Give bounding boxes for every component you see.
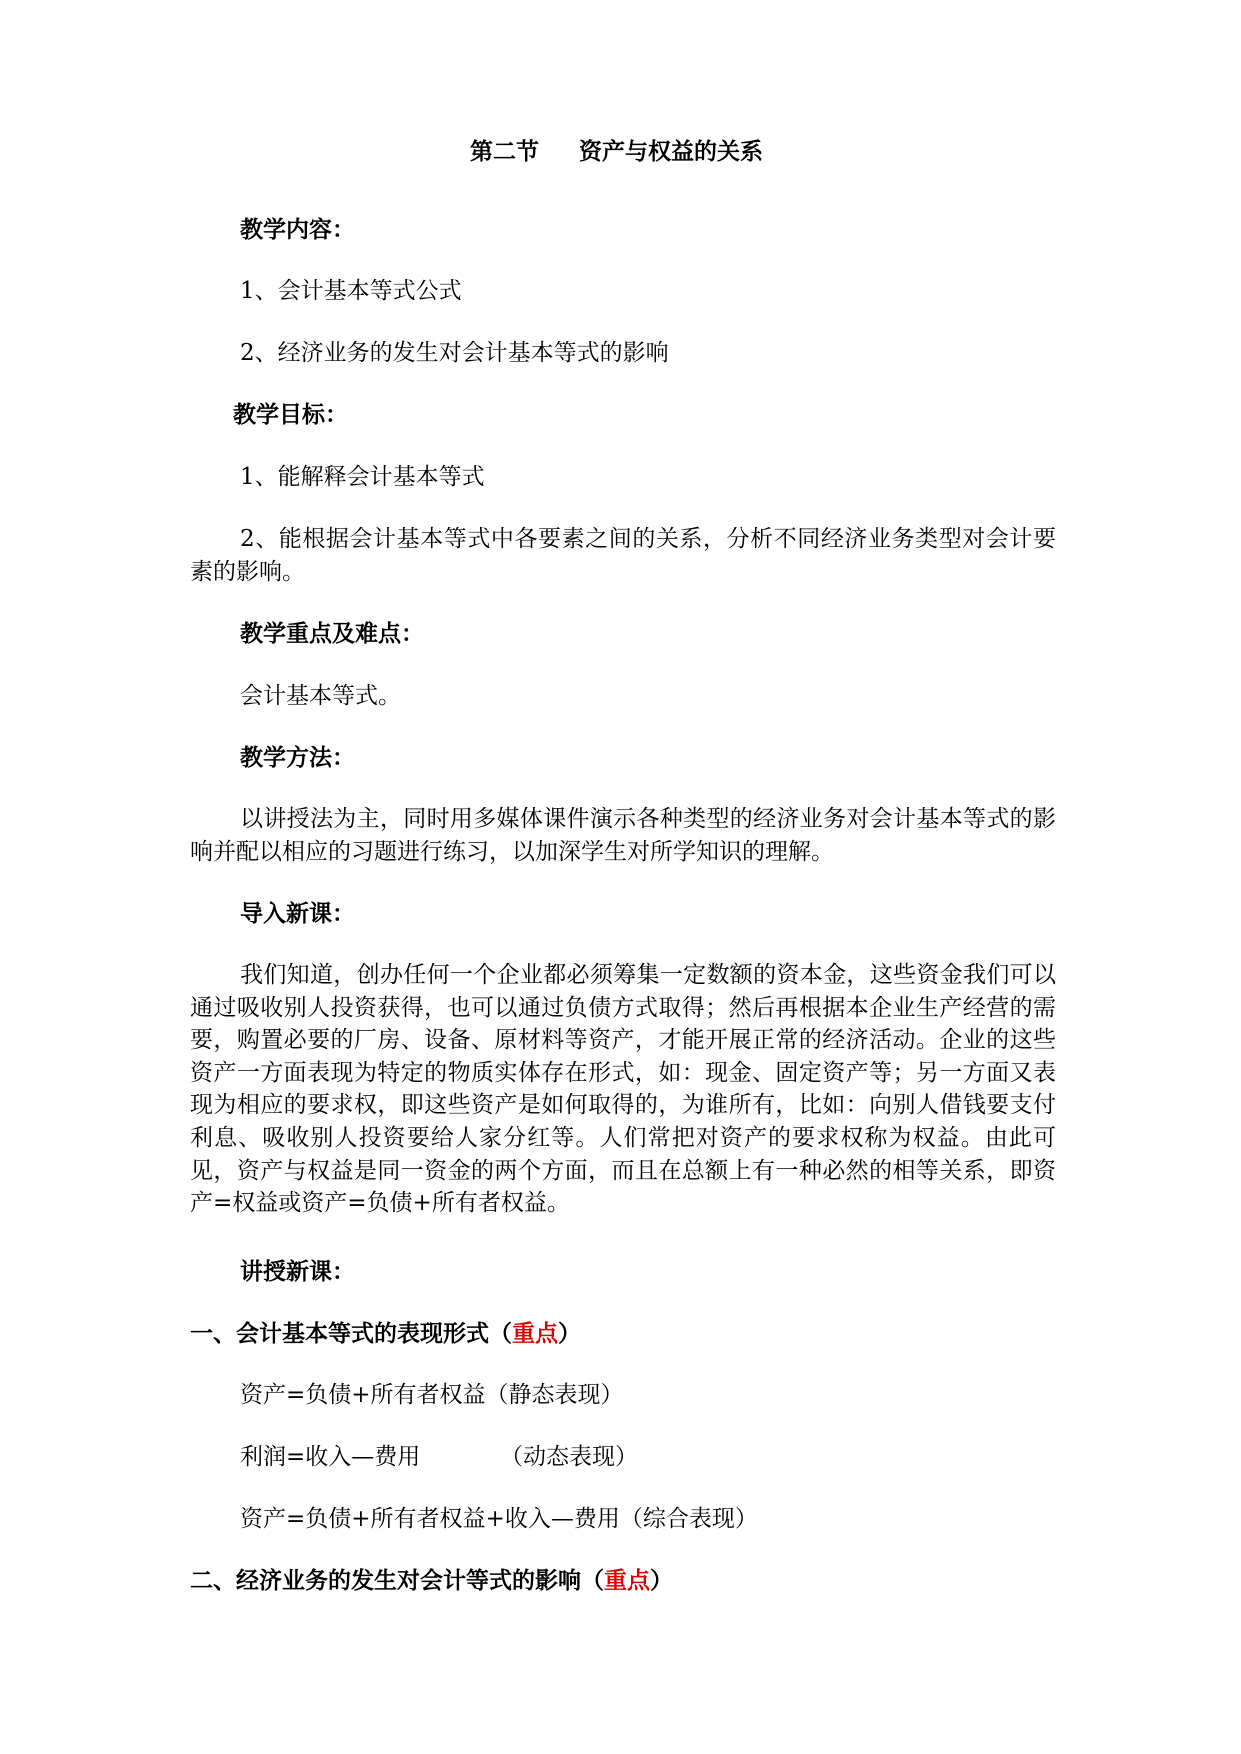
method-heading: 教学方法： bbox=[240, 744, 355, 771]
formula-static bbox=[240, 1379, 624, 1411]
section-heading bbox=[190, 1318, 581, 1350]
formula-expr: 资产=负债+所有者权益+收入—费用 bbox=[240, 1506, 620, 1532]
formula-comprehensive bbox=[240, 1503, 758, 1535]
section-heading-text: 二、经济业务的发生对会计等式的影响（ bbox=[190, 1567, 604, 1594]
content-item: 2、经济业务的发生对会计基本等式的影响 bbox=[240, 340, 669, 366]
key-heading: 教学重点及难点： bbox=[240, 620, 424, 647]
section-heading-close: ） bbox=[558, 1320, 581, 1347]
emphasis-label: 重点 bbox=[512, 1320, 558, 1347]
goals-heading: 教学目标： bbox=[233, 401, 348, 428]
formula-note: （静态表现） bbox=[485, 1382, 624, 1408]
intro-text: 我们知道，创办任何一个企业都必须筹集一定数额的资本金，这些资金我们可以通过吸收别人投资获得，也可以通过负债方式取得；然后再根据本企业生产经营的需要，购置必要的厂房、设备、原材料等资产，才能开展正常的经济活动。企业的这些资产一方面表现为特定的物质实体存在形式，如：现金、固定资产等；另一方面又表现为相应的要求权，即这些资产是如何取得的，为谁所有，比如：向别人借钱要支付利息、吸收别人投资要给人家分红等。人们常把对资产的要求权称为权益。由此可见，资产与权益是同一资金的两个方面，而且在总额上有一种必然的相等关系，即资产=权益或资产=负债+所有者权益。 bbox=[190, 962, 1056, 1217]
key-text: 会计基本等式。 bbox=[240, 683, 401, 709]
section-heading-text: 一、会计基本等式的表现形式（ bbox=[190, 1320, 512, 1347]
content-item: 1、会计基本等式公式 bbox=[240, 278, 462, 304]
emphasis-label: 重点 bbox=[604, 1567, 650, 1594]
formula-expr: 资产=负债+所有者权益 bbox=[240, 1382, 486, 1408]
formula-note: （动态表现） bbox=[500, 1444, 638, 1470]
title-name: 资产与权益的关系 bbox=[579, 138, 763, 165]
formula-expr: 利润=收入—费用 bbox=[240, 1444, 421, 1470]
formula-note: （综合表现） bbox=[619, 1506, 758, 1532]
content-heading: 教学内容： bbox=[240, 216, 355, 243]
section-heading-close: ） bbox=[650, 1567, 673, 1594]
intro-heading: 导入新课： bbox=[240, 900, 355, 927]
page-title bbox=[470, 136, 763, 168]
method-text: 以讲授法为主，同时用多媒体课件演示各种类型的经济业务对会计基本等式的影响并配以相应的习题进行练习，以加深学生对所学知识的理解。 bbox=[190, 806, 1056, 865]
goal-item: 1、能解释会计基本等式 bbox=[240, 464, 485, 490]
lecture-heading: 讲授新课： bbox=[240, 1258, 355, 1285]
goal-item: 2、能根据会计基本等式中各要素之间的关系，分析不同经济业务类型对会计要素的影响。 bbox=[190, 526, 1056, 585]
formula-dynamic bbox=[240, 1441, 420, 1473]
title-section: 第二节 bbox=[470, 138, 539, 165]
section-heading bbox=[190, 1565, 673, 1597]
